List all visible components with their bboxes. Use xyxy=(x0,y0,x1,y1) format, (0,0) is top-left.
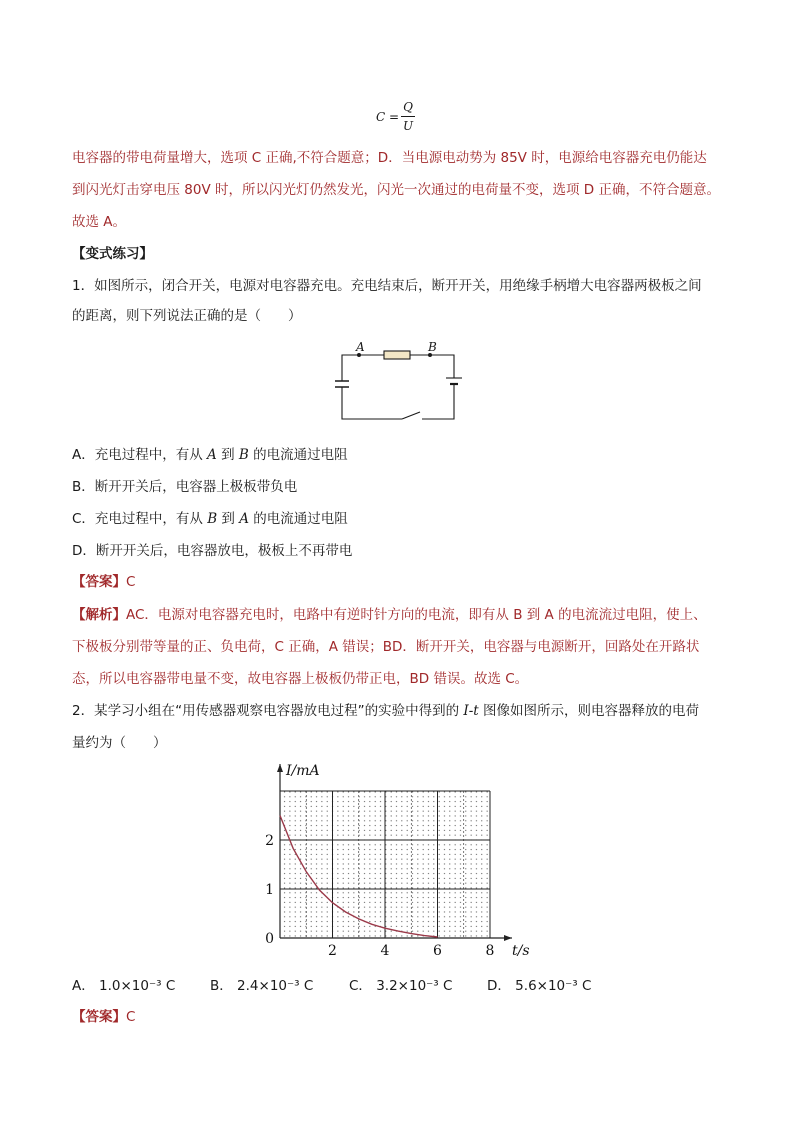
q1-analysis-line3: 态，所以电容器带电量不变，故电容器上极板仍带正电，BD 错误。故选 C。 xyxy=(72,671,529,687)
option-c-text-3: 的电流通过电阻 xyxy=(248,511,348,527)
x-axis-arrow xyxy=(504,935,512,941)
answer-value: C xyxy=(126,1009,136,1025)
q2-answer xyxy=(72,1005,135,1025)
bottom-right-wire xyxy=(422,388,454,419)
option-a-text-2: 到 xyxy=(216,447,239,463)
answer-label: 【答案】 xyxy=(72,1009,126,1025)
resistor xyxy=(384,351,410,359)
q2-option-d: D． 5.6×10⁻³ C xyxy=(487,978,592,994)
prev-explanation-line1: 电容器的带电荷量增大，选项 C 正确,不符合题意；D．当电源电动势为 85V 时，电源给电容器充电仍能达 xyxy=(72,150,707,166)
y-tick-label: 1 xyxy=(265,882,274,898)
option-a-var-1: A xyxy=(207,447,217,463)
capacitor xyxy=(335,381,349,387)
q2-stem-text-2: 图像如图所示，则电容器释放的电荷 xyxy=(478,703,699,719)
y-tick-label: 2 xyxy=(265,833,274,849)
q1-option-d: D．断开开关后，电容器放电，极板上不再带电 xyxy=(72,543,353,559)
option-c-var-2: A xyxy=(239,511,249,527)
prev-explanation-line2: 到闪光灯击穿电压 80V 时，所以闪光灯仍然发光，闪光一次通过的电荷量不变，选项 D 正确，不符合题意。 xyxy=(72,182,720,198)
x-tick-label: 6 xyxy=(433,943,442,959)
answer-value: C xyxy=(126,574,136,590)
fraction-bar xyxy=(401,116,415,117)
option-c-var-1: B xyxy=(207,511,218,527)
i-t-chart xyxy=(250,756,540,966)
label-a: A xyxy=(356,340,365,354)
formula-numerator: Q xyxy=(403,100,413,114)
q2-option-b: B． 2.4×10⁻³ C xyxy=(210,978,314,994)
answer-label: 【答案】 xyxy=(72,574,126,590)
q1-analysis-line2: 下极板分别带等量的正、负电荷，C 正确，A 错误；BD．断开开关，电容器与电源断开，回路处在开路状 xyxy=(72,639,700,655)
q1-answer xyxy=(72,570,135,590)
q1-stem-line1: 1．如图所示，闭合开关，电源对电容器充电。充电结束后，断开开关，用绝缘手柄增大电容器两极板之间 xyxy=(72,278,702,294)
formula-lhs: C = xyxy=(376,110,400,124)
q2-stem-var: I-t xyxy=(463,703,479,719)
capacitance-formula xyxy=(376,100,420,136)
q1-option-b: B．断开开关后，电容器上极板带负电 xyxy=(72,479,298,495)
option-c-text-1: C．充电过程中，有从 xyxy=(72,511,208,527)
q2-stem-line1 xyxy=(72,699,699,719)
x-tick-label: 4 xyxy=(380,943,390,959)
analysis-label: 【解析】 xyxy=(72,607,126,623)
x-axis-label: t/s xyxy=(512,943,530,959)
x-tick-label: 2 xyxy=(328,943,337,959)
top-right-wire xyxy=(410,355,454,378)
label-b: B xyxy=(428,340,437,354)
origin-label: 0 xyxy=(265,931,274,947)
formula-fraction xyxy=(401,100,415,133)
y-axis-label: I/mA xyxy=(286,763,320,779)
bottom-left-wire xyxy=(342,387,402,419)
circuit-diagram xyxy=(330,338,470,428)
prev-explanation-line3: 故选 A。 xyxy=(72,214,127,230)
section-title: 【变式练习】 xyxy=(72,246,153,262)
option-c-text-2: 到 xyxy=(217,511,240,527)
q2-stem-text-1: 2．某学习小组在“用传感器观察电容器放电过程”的实验中得到的 xyxy=(72,703,464,719)
y-axis-arrow xyxy=(277,764,283,772)
top-left-wire xyxy=(342,355,384,381)
q2-stem-line2: 量约为（ ） xyxy=(72,735,167,751)
switch xyxy=(402,412,420,419)
q1-analysis-line1 xyxy=(72,603,707,623)
option-a-text-3: 的电流通过电阻 xyxy=(248,447,348,463)
q1-option-c xyxy=(72,507,348,527)
option-a-var-2: B xyxy=(238,447,249,463)
analysis-text-1: AC．电源对电容器充电时，电路中有逆时针方向的电流，即有从 B 到 A 的电流流过电阻，使上、 xyxy=(126,607,707,623)
formula-denominator: U xyxy=(402,119,414,133)
x-tick-label: 8 xyxy=(485,943,495,959)
option-a-text-1: A．充电过程中，有从 xyxy=(72,447,208,463)
q1-stem-line2: 的距离，则下列说法正确的是（ ） xyxy=(72,308,302,324)
q2-option-a: A． 1.0×10⁻³ C xyxy=(72,978,176,994)
q1-option-a xyxy=(72,443,348,463)
q2-option-c: C． 3.2×10⁻³ C xyxy=(349,978,453,994)
